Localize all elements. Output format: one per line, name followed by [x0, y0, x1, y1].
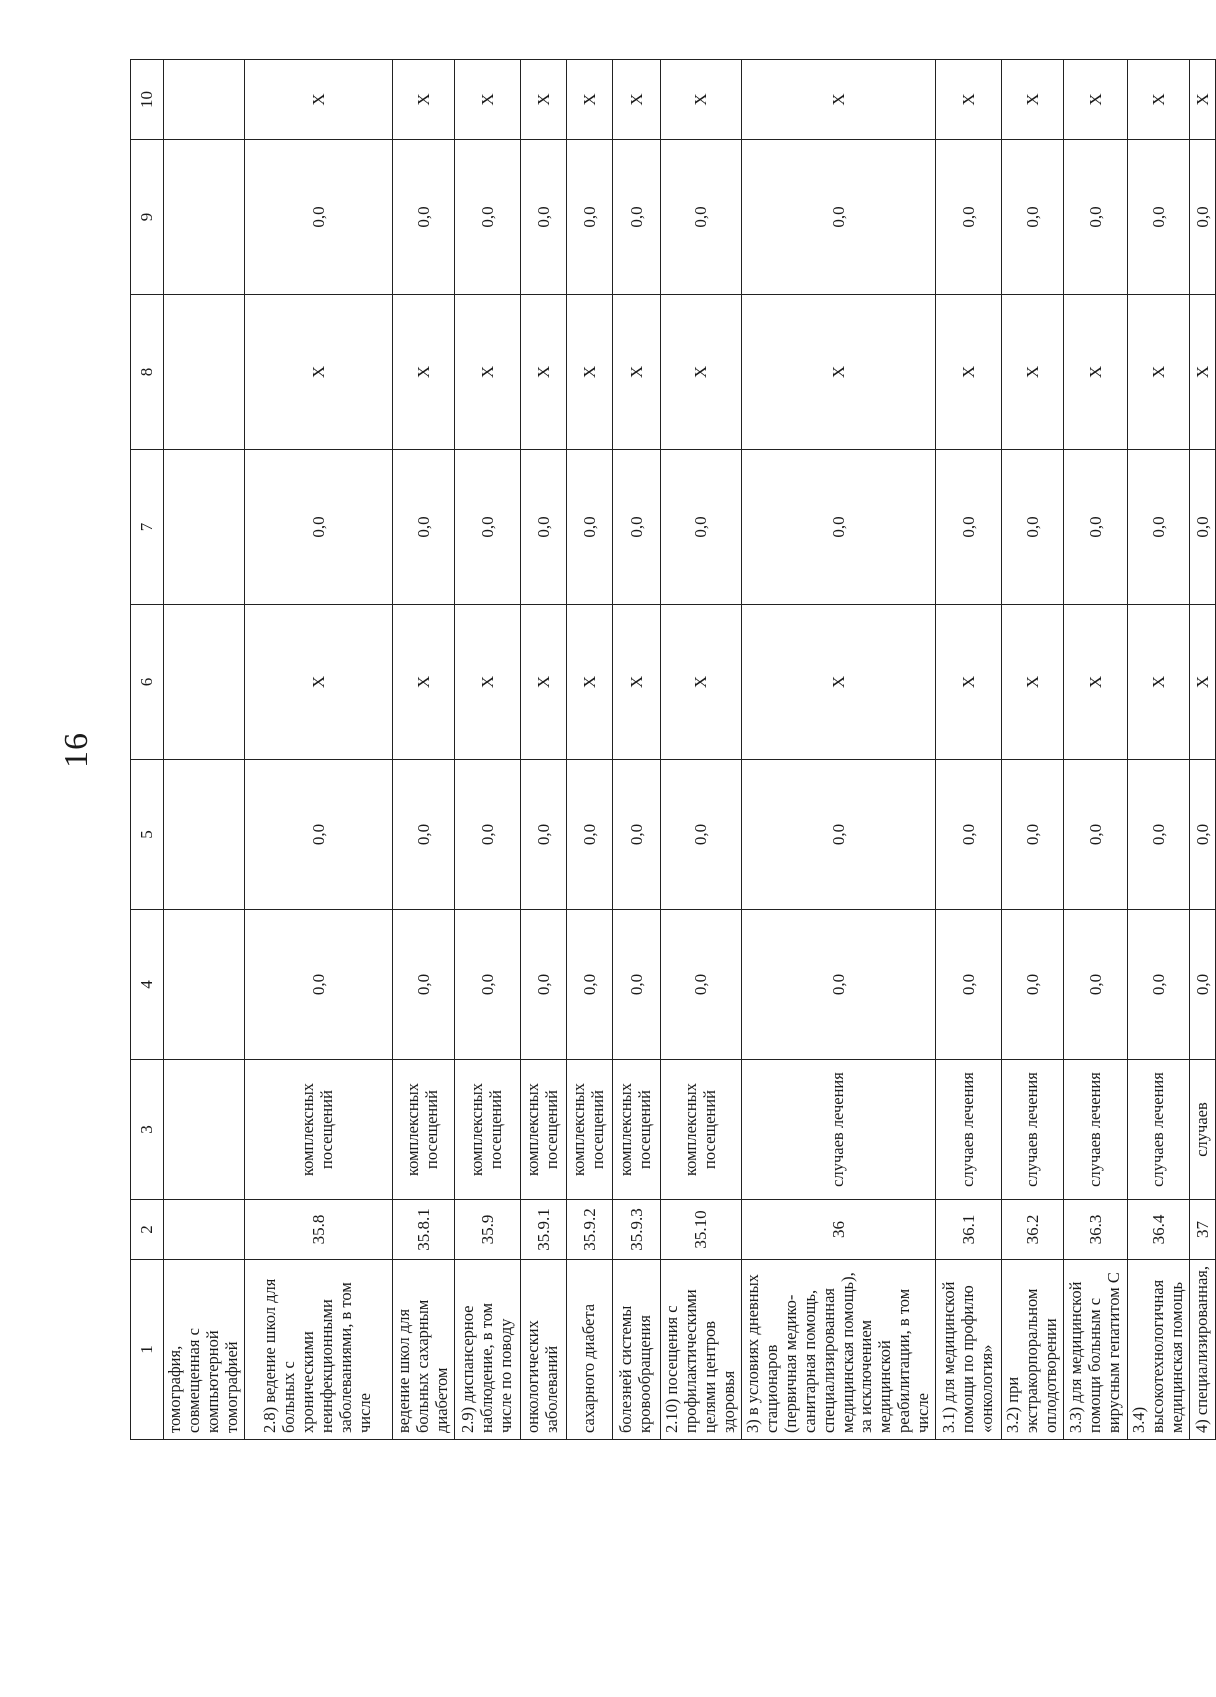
row-name: 4) специализированная, — [1190, 1260, 1216, 1440]
table-row — [612, 60, 660, 1440]
cell-value: 0,0 — [936, 910, 1002, 1060]
row-code: 36.3 — [1064, 1200, 1128, 1260]
column-header: 8 — [131, 295, 164, 450]
cell-value: 0,0 — [454, 450, 520, 605]
document-page — [58, 60, 1212, 1440]
row-name: 2.8) ведение школ для больных с хроническими неинфекционными заболеваниями, в том числе — [244, 1260, 392, 1440]
row-code: 35.9.3 — [612, 1200, 660, 1260]
cell-value: X — [244, 60, 392, 140]
row-unit: случаев — [1190, 1060, 1216, 1200]
column-header: 3 — [131, 1060, 164, 1200]
cell-value: 0,0 — [1002, 140, 1064, 295]
column-header: 10 — [131, 60, 164, 140]
cell-value — [164, 910, 245, 1060]
table-row — [244, 60, 392, 1440]
cell-value: 0,0 — [1128, 910, 1190, 1060]
table-row — [1064, 60, 1128, 1440]
table-row — [1190, 60, 1216, 1440]
row-name: 3) в условиях дневных стационаров (первичная медико-санитарная помощь, специализированная медицинская помощь), за исключением медицинской реабилитации, в том числе — [741, 1260, 936, 1440]
cell-value: X — [660, 60, 741, 140]
cell-value: 0,0 — [1190, 910, 1216, 1060]
cell-value — [164, 295, 245, 450]
row-unit: комплексных посещений — [392, 1060, 454, 1200]
cell-value — [164, 140, 245, 295]
cell-value: X — [392, 60, 454, 140]
column-header: 7 — [131, 450, 164, 605]
row-code: 35.9.1 — [520, 1200, 566, 1260]
row-unit: комплексных посещений — [612, 1060, 660, 1200]
row-unit: случаев лечения — [1002, 1060, 1064, 1200]
cell-value: X — [1002, 60, 1064, 140]
cell-value: 0,0 — [1002, 450, 1064, 605]
table-row — [936, 60, 1002, 1440]
cell-value: 0,0 — [612, 140, 660, 295]
row-code: 35.8.1 — [392, 1200, 454, 1260]
row-name: ведение школ для больных сахарным диабетом — [392, 1260, 454, 1440]
cell-value: 0,0 — [566, 140, 612, 295]
cell-value: 0,0 — [244, 760, 392, 910]
column-header: 2 — [131, 1200, 164, 1260]
cell-value: 0,0 — [392, 140, 454, 295]
cell-value: X — [520, 605, 566, 760]
cell-value: 0,0 — [520, 760, 566, 910]
cell-value: 0,0 — [1064, 450, 1128, 605]
cell-value: 0,0 — [566, 450, 612, 605]
row-code: 36 — [741, 1200, 936, 1260]
cell-value: X — [1064, 605, 1128, 760]
cell-value: 0,0 — [741, 450, 936, 605]
cell-value: 0,0 — [741, 910, 936, 1060]
table-row — [660, 60, 741, 1440]
row-name: 3.4) высокотехнологичная медицинская помощь — [1128, 1260, 1190, 1440]
row-code: 37 — [1190, 1200, 1216, 1260]
row-name: 3.1) для медицинской помощи по профилю «онкология» — [936, 1260, 1002, 1440]
row-name: болезней системы кровообращения — [612, 1260, 660, 1440]
cell-value: 0,0 — [1128, 140, 1190, 295]
cell-value: X — [612, 605, 660, 760]
row-code: 36.4 — [1128, 1200, 1190, 1260]
row-unit: случаев лечения — [1128, 1060, 1190, 1200]
cell-value: X — [1190, 295, 1216, 450]
cell-value — [164, 605, 245, 760]
cell-value: X — [392, 605, 454, 760]
column-header: 5 — [131, 760, 164, 910]
row-unit: комплексных посещений — [244, 1060, 392, 1200]
cell-value: X — [520, 295, 566, 450]
cell-value: 0,0 — [244, 910, 392, 1060]
cell-value: X — [520, 60, 566, 140]
table-row — [566, 60, 612, 1440]
table-row — [164, 60, 245, 1440]
cell-value: 0,0 — [612, 910, 660, 1060]
row-code — [164, 1200, 245, 1260]
cell-value: 0,0 — [1064, 910, 1128, 1060]
row-unit: случаев лечения — [1064, 1060, 1128, 1200]
cell-value: X — [1190, 605, 1216, 760]
column-header: 1 — [131, 1260, 164, 1440]
cell-value: 0,0 — [392, 910, 454, 1060]
cell-value: X — [1128, 60, 1190, 140]
cell-value: 0,0 — [392, 760, 454, 910]
cell-value: 0,0 — [612, 450, 660, 605]
cell-value: 0,0 — [566, 760, 612, 910]
row-unit: случаев лечения — [741, 1060, 936, 1200]
row-code: 35.8 — [244, 1200, 392, 1260]
row-name: томография, совмещенная с компьютерной томографией — [164, 1260, 245, 1440]
cell-value: 0,0 — [454, 760, 520, 910]
cell-value: 0,0 — [1128, 450, 1190, 605]
cell-value: 0,0 — [520, 450, 566, 605]
cell-value: 0,0 — [660, 910, 741, 1060]
row-code: 36.2 — [1002, 1200, 1064, 1260]
row-unit — [164, 1060, 245, 1200]
cell-value: 0,0 — [392, 450, 454, 605]
cell-value: 0,0 — [660, 450, 741, 605]
cell-value: 0,0 — [660, 140, 741, 295]
cell-value: 0,0 — [1064, 760, 1128, 910]
row-name: 2.10) посещения с профилактическими целями центров здоровья — [660, 1260, 741, 1440]
cell-value: X — [1190, 60, 1216, 140]
row-name: 3.2) при экстракорпоральном оплодотворении — [1002, 1260, 1064, 1440]
cell-value: X — [612, 295, 660, 450]
cell-value: 0,0 — [936, 450, 1002, 605]
cell-value: X — [1002, 295, 1064, 450]
cell-value: X — [936, 605, 1002, 760]
row-code: 36.1 — [936, 1200, 1002, 1260]
cell-value: 0,0 — [741, 140, 936, 295]
cell-value: 0,0 — [612, 760, 660, 910]
cell-value: X — [1064, 295, 1128, 450]
cell-value: X — [1064, 60, 1128, 140]
cell-value: X — [936, 60, 1002, 140]
row-code: 35.9.2 — [566, 1200, 612, 1260]
cell-value: X — [454, 60, 520, 140]
table-row — [392, 60, 454, 1440]
table-row — [1128, 60, 1190, 1440]
column-header: 6 — [131, 605, 164, 760]
cell-value: 0,0 — [1002, 760, 1064, 910]
cell-value: X — [612, 60, 660, 140]
cell-value: X — [392, 295, 454, 450]
row-unit: комплексных посещений — [660, 1060, 741, 1200]
cell-value: X — [566, 295, 612, 450]
header-row — [131, 60, 164, 1440]
table-row — [520, 60, 566, 1440]
row-name: сахарного диабета — [566, 1260, 612, 1440]
cell-value: 0,0 — [1190, 760, 1216, 910]
cell-value: 0,0 — [244, 450, 392, 605]
cell-value: X — [660, 605, 741, 760]
cell-value: 0,0 — [660, 760, 741, 910]
row-code: 35.10 — [660, 1200, 741, 1260]
cell-value: 0,0 — [741, 760, 936, 910]
cell-value: X — [1128, 295, 1190, 450]
cell-value: 0,0 — [1064, 140, 1128, 295]
cell-value: X — [660, 295, 741, 450]
row-name: 2.9) диспансерное наблюдение, в том числе по поводу — [454, 1260, 520, 1440]
cell-value: 0,0 — [566, 910, 612, 1060]
cell-value: 0,0 — [244, 140, 392, 295]
cell-value: X — [936, 295, 1002, 450]
cell-value — [164, 60, 245, 140]
cell-value: X — [1002, 605, 1064, 760]
table-row — [454, 60, 520, 1440]
cell-value: X — [566, 605, 612, 760]
row-unit: комплексных посещений — [566, 1060, 612, 1200]
row-unit: комплексных посещений — [520, 1060, 566, 1200]
cell-value: 0,0 — [936, 760, 1002, 910]
cell-value: 0,0 — [454, 140, 520, 295]
column-header: 4 — [131, 910, 164, 1060]
cell-value: X — [454, 605, 520, 760]
row-unit: комплексных посещений — [454, 1060, 520, 1200]
cell-value: X — [244, 605, 392, 760]
cell-value: 0,0 — [1190, 140, 1216, 295]
cell-value: 0,0 — [1128, 760, 1190, 910]
cell-value: X — [741, 605, 936, 760]
cell-value: 0,0 — [936, 140, 1002, 295]
cell-value: X — [454, 295, 520, 450]
cell-value — [164, 760, 245, 910]
cell-value: X — [1128, 605, 1190, 760]
cell-value: X — [566, 60, 612, 140]
row-name: онкологических заболеваний — [520, 1260, 566, 1440]
cell-value: X — [244, 295, 392, 450]
cell-value: 0,0 — [520, 140, 566, 295]
row-unit: случаев лечения — [936, 1060, 1002, 1200]
cell-value: 0,0 — [1190, 450, 1216, 605]
data-table — [130, 59, 1216, 1440]
table-row — [1002, 60, 1064, 1440]
cell-value: 0,0 — [454, 910, 520, 1060]
column-header: 9 — [131, 140, 164, 295]
cell-value: 0,0 — [520, 910, 566, 1060]
table-row — [741, 60, 936, 1440]
cell-value: X — [741, 295, 936, 450]
page-number: 16 — [58, 732, 95, 768]
row-code: 35.9 — [454, 1200, 520, 1260]
row-name: 3.3) для медицинской помощи больным с вирусным гепатитом С — [1064, 1260, 1128, 1440]
cell-value: X — [741, 60, 936, 140]
cell-value — [164, 450, 245, 605]
cell-value: 0,0 — [1002, 910, 1064, 1060]
